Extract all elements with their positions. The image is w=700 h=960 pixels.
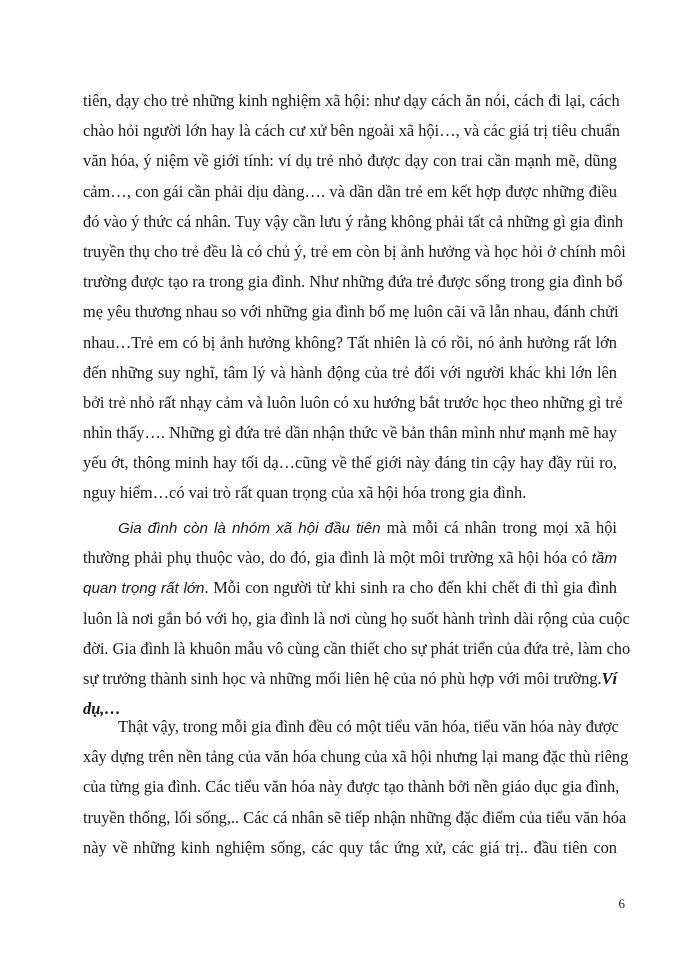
bold-italic-phrase: Ví [601,668,618,688]
text-line: truyền thống, lối sống,.. Các cá nhân sẽ tiếp nhận những đặc điểm của tiểu văn hóa [83,807,627,827]
text-line: trường được tạo ra trong gia đình. Như những đứa trẻ được sống trong gia đình bố [83,272,623,292]
text-line [83,513,617,543]
paragraph-1 [83,86,626,509]
text-line: bởi trẻ nhỏ rất nhạy cảm và luôn luôn có xu hướng bắt trước học theo những gì trẻ [83,392,623,412]
text-line: văn hóa, ý niệm về giới tính: ví dụ trẻ nhỏ được dạy con trai cần mạnh mẽ, dũng [83,151,617,171]
text-line [83,543,617,573]
text-line: này về những kinh nghiệm sống, các quy tắc ứng xử, các giá trị.. đầu tiên con [83,837,617,857]
paragraph-3 [83,712,629,863]
text-line: yếu ớt, thông minh hay tối dạ…cũng về thế giới này đáng tin cậy hay đầy rủi ro, [83,453,617,473]
italic-phrase: Gia đình còn là nhóm xã hội đầu tiên [118,520,381,537]
text-line: đời. Gia đình là khuôn mẫu vô cùng cần thiết cho sự phát triển của đứa trẻ, làm cho [83,638,631,658]
text-run: mà mỗi cá nhân trong mọi xã hội [380,518,617,537]
text-line: tiên, dạy cho trẻ những kinh nghiệm xã hội: như dạy cách ăn nói, cách đi lại, cách [83,91,620,110]
text-line [83,664,617,694]
text-line: mẹ yêu thương nhau so với những gia đình bố mẹ luôn cãi vã lẫn nhau, đánh chửi [83,302,619,322]
text-line: luôn là nơi gắn bó với họ, gia đình là nơi cùng họ suốt hành trình dài rộng của cuộc [83,608,630,628]
text-line: Thật vậy, trong mỗi gia đình đều có một tiểu văn hóa, tiểu văn hóa này được [118,717,619,736]
bold-italic-phrase: dụ,… [83,699,121,719]
text-line [83,573,617,603]
text-run: thường phải phụ thuộc vào, do đó, gia đình là một môi trường xã hội hóa có [83,548,592,568]
text-line: chào hỏi người lớn hay là cách cư xử bên ngoài xã hội…, và các giá trị tiêu chuẩn [83,121,620,141]
text-line: truyền thụ cho trẻ đều là có chủ ý, trẻ em còn bị ảnh hưởng và học hỏi ở chính môi [83,241,626,261]
paragraph-2 [83,513,631,724]
text-run: . Mỗi con người từ khi sinh ra cho đến khi chết đi thì gia đình [204,578,617,598]
italic-phrase: quan trọng rất lớn [83,580,205,598]
text-line: nhau…Trẻ em có bị ảnh hưởng không? Tất nhiên là có rồi, nó ảnh hưởng rất lớn [83,332,617,352]
text-line: xây dựng trên nền tảng của văn hóa chung của xã hội nhưng lại mang đặc thù riêng [83,747,629,767]
page-number: 6 [618,896,625,911]
text-line: của từng gia đình. Các tiểu văn hóa này được tạo thành bởi nền giáo dục gia đình, [83,777,620,797]
text-line: nhìn thấy…. Những gì đứa trẻ dần nhận thức về bản thân mình như mạnh mẽ hay [83,423,617,443]
text-line: đến những suy nghĩ, tâm lý và hành động của trẻ đối với người khác khi lớn lên [83,362,617,382]
text-run: sự trưởng thành sinh học và những mối liên hệ của nó phù hợp với môi trường. [83,668,602,688]
text-line: cảm…, con gái cần phải dịu dàng…. và dần dần trẻ em kết hợp được những điều [83,181,617,201]
text-line: nguy hiểm…có vai trò rất quan trọng của xã hội hóa trong gia đình. [83,483,527,503]
text-line: đó vào ý thức cá nhân. Tuy vậy cần lưu ý rằng không phải tất cả những gì gia đình [83,211,624,231]
italic-phrase: tầm [591,550,617,568]
